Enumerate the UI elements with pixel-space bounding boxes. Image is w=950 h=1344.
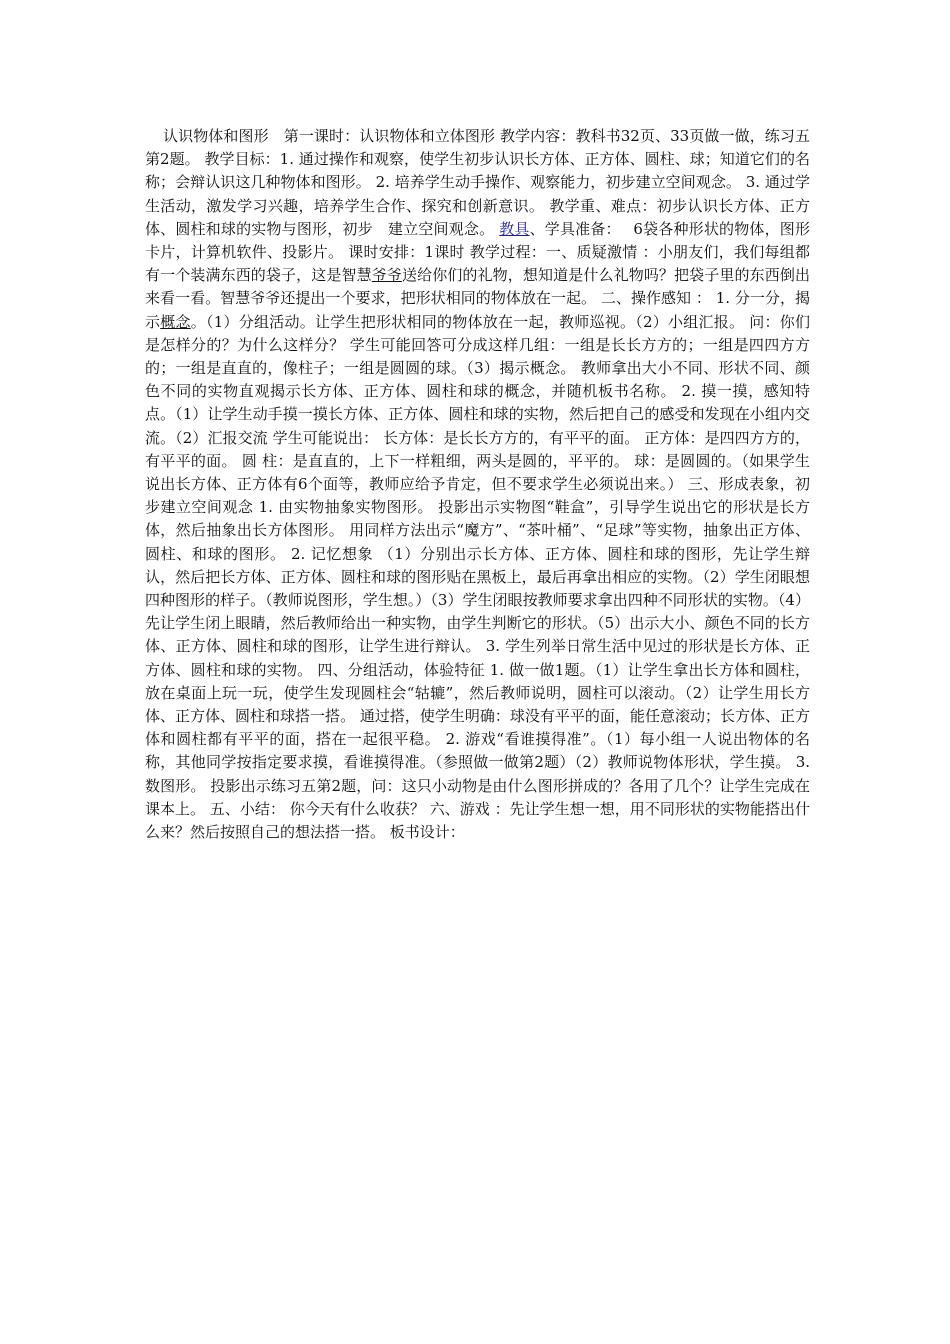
body-text-3: 送给你们的礼物，想知道是什么礼物吗？把袋子里的东西倒出来看一看。智慧爷爷还提出一个要求，把形状相同的物体放在一起。 二、操作感知 ： 1. 分一分，揭示	[145, 266, 810, 331]
body-text-2: 、学具准备： 6袋各种形状的物体，图形卡片，计算机软件、投影片。 课时安排：1课时 教学过程：一、质疑激情 ：小朋友们，我们每组都有一个装满东西的袋子，这是智慧	[145, 219, 810, 285]
body-text-4: 。（1）分组活动。让学生把形状相同的物体放在一起，教师巡视。（2）小组汇报。 问：你们是怎样分的？为什么这样分？ 学生可能回答可分成这样几组：一组是长长方方的；一组是四四方方的；一组是直直的，像柱子；一组是圆圆的球。（3）揭示概念。 教师拿出大小不同、形状不同、颜色不同的实物直观揭示长方体、正方体、圆柱和球的概念，并随机板书名称。 2. 摸一摸，感知特点。（1）让学生动手摸一摸长方体、正方体、圆柱和球的实物，然后把自己的感受和发现在小组内交流。（2）汇报交流 学生可能说出： 长方体：是长长方方的，有平平的面。 正方体：是四四方方的，有平平的面。 圆 柱：是直直的，上下一样粗细，两头是圆的，平平的。 球：是圆圆的。（如果学生说出长方体、正方体有6个面等，教师应给予肯定，但不要求学生必须说出来。） 三、形成表象，初步建立空间观念 1. 由实物抽象实物图形。 投影出示实物图“鞋盒”，引导学生说出它的形状是长方体，然后抽象出长方体图形。 用同样方法出示“魔方”、“茶叶桶”、“足球”等实物，抽象出正方体、圆柱、和球的图形。 2. 记忆想象 （1）分别出示长方体、正方体、圆柱和球的图形，先让学生辩认，然后把长方体、正方体、圆柱和球的图形贴在黑板上，最后再拿出相应的实物。（2）学生闭眼想四种图形的样子。（教师说图形，学生想。）（3）学生闭眼按教师要求拿出四种不同形状的实物。（4）先让学生闭上眼睛，然后教师给出一种实物，由学生判断它的形状。（5）出示大小、颜色不同的长方体、正方体、圆柱和球的图形，让学生进行辩认。 3. 学生列举日常生活中见过的形状是长方体、正方体、圆柱和球的实物。 四、分组活动，体验特征 1. 做一做1题。（1）让学生拿出长方体和圆柱，放在桌面上玩一玩，使学生发现圆柱会“轱辘”，然后教师说明，圆柱可以滚动。（2）让学生用长方体、正方体、圆柱和球搭一搭。 通过搭，使学生明确：球没有平平的面，能任意滚动；长方体、正方体和圆柱都有平平的面，搭在一起很平稳。 2. 游戏“看谁摸得准”。（1）每小组一人说出物体的名称，其他同学按指定要求摸，看谁摸得准。（参照做一做第2题）（2）教师说物体形状，学生摸。 3. 数图形。 投影出示练习五第2题，问：这只小动物是由什么图形拼成的？各用了几个？让学生完成在课本上。 五、小结： 你今天有什么收获？ 六、游戏 ：先让学生想一想，用不同形状的实物能搭出什么来？然后按照自己的想法搭一搭。 板书设计：	[145, 312, 810, 842]
document-body	[145, 125, 810, 844]
body-text-1: 认识物体和图形 第一课时：认识物体和立体图形 教学内容：教科书32页、33页做一做，练习五第2题。 教学目标：1. 通过操作和观察，使学生初步认识长方体、正方体、圆柱、球；知道它们的名称；会辩认识这几种物体和图形。 2. 培养学生动手操作、观察能力，初步建立空间观念。 3. 通过学生活动，激发学习兴趣，培养学生合作、探究和创新意识。 教学重、难点：初步认识长方体、正方体、圆柱和球的实物与图形，初步 建立空间观念。	[145, 127, 810, 238]
link-jiaoju[interactable]: 教具	[499, 219, 530, 238]
underlined-yeye: 爷爷	[371, 266, 402, 285]
underlined-gainian: 概念	[160, 312, 191, 331]
